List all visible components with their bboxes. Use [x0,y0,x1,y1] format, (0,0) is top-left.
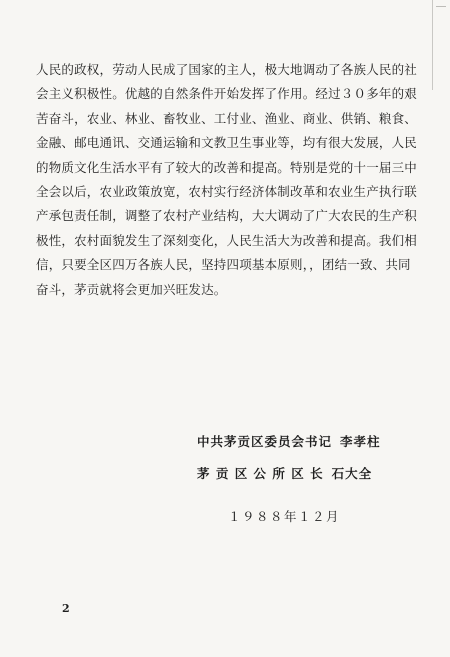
body-line: 产承包责任制，调整了农村产业结构，大大调动了广大农民的生产积 [36,208,418,224]
signature-block [197,426,437,490]
body-line: 金融、邮电通讯、交通运输和文教卫生事业等，均有很大发展，人民 [36,135,418,151]
body-line: 奋斗，茅贡就将会更加兴旺发达。 [36,281,227,297]
signature-line-secretary [197,426,437,458]
signature-name: 李孝柱 [340,434,381,449]
signature-title: 茅 贡 区 公 所 区 长 [197,466,324,481]
body-line: 的物质文化生活水平有了较大的改善和提高。特别是党的十一届三中 [36,159,418,175]
body-line: 会主义积极性。优越的自然条件开始发挥了作用。经过３０多年的艰 [36,86,418,102]
body-line: 人民的政权，劳动人民成了国家的主人，极大地调动了各族人民的社 [36,62,418,77]
body-paragraph [36,58,416,302]
body-line: 苦奋斗，农业、林业、畜牧业、工付业、渔业、商业、供销、粮食、 [36,110,418,126]
signature-name: 石大全 [331,466,373,481]
body-line: 信，只要全区四万各族人民，坚持四项基本原则，，团结一致、共同 [36,257,411,273]
signature-line-district-head [197,458,437,490]
corner-mark [436,6,446,13]
page-number: 2 [62,602,70,615]
binding-edge [432,0,433,90]
document-date: １９８８年１２月 [228,509,341,524]
signature-title: 中共茅贡区委员会书记 [197,434,333,449]
body-line: 全会以后，农业政策放宽，农村实行经济体制改革和农业生产执行联 [36,184,418,200]
body-line: 极性，农村面貌发生了深刻变化，人民生活大为改善和提高。我们相 [36,232,418,248]
